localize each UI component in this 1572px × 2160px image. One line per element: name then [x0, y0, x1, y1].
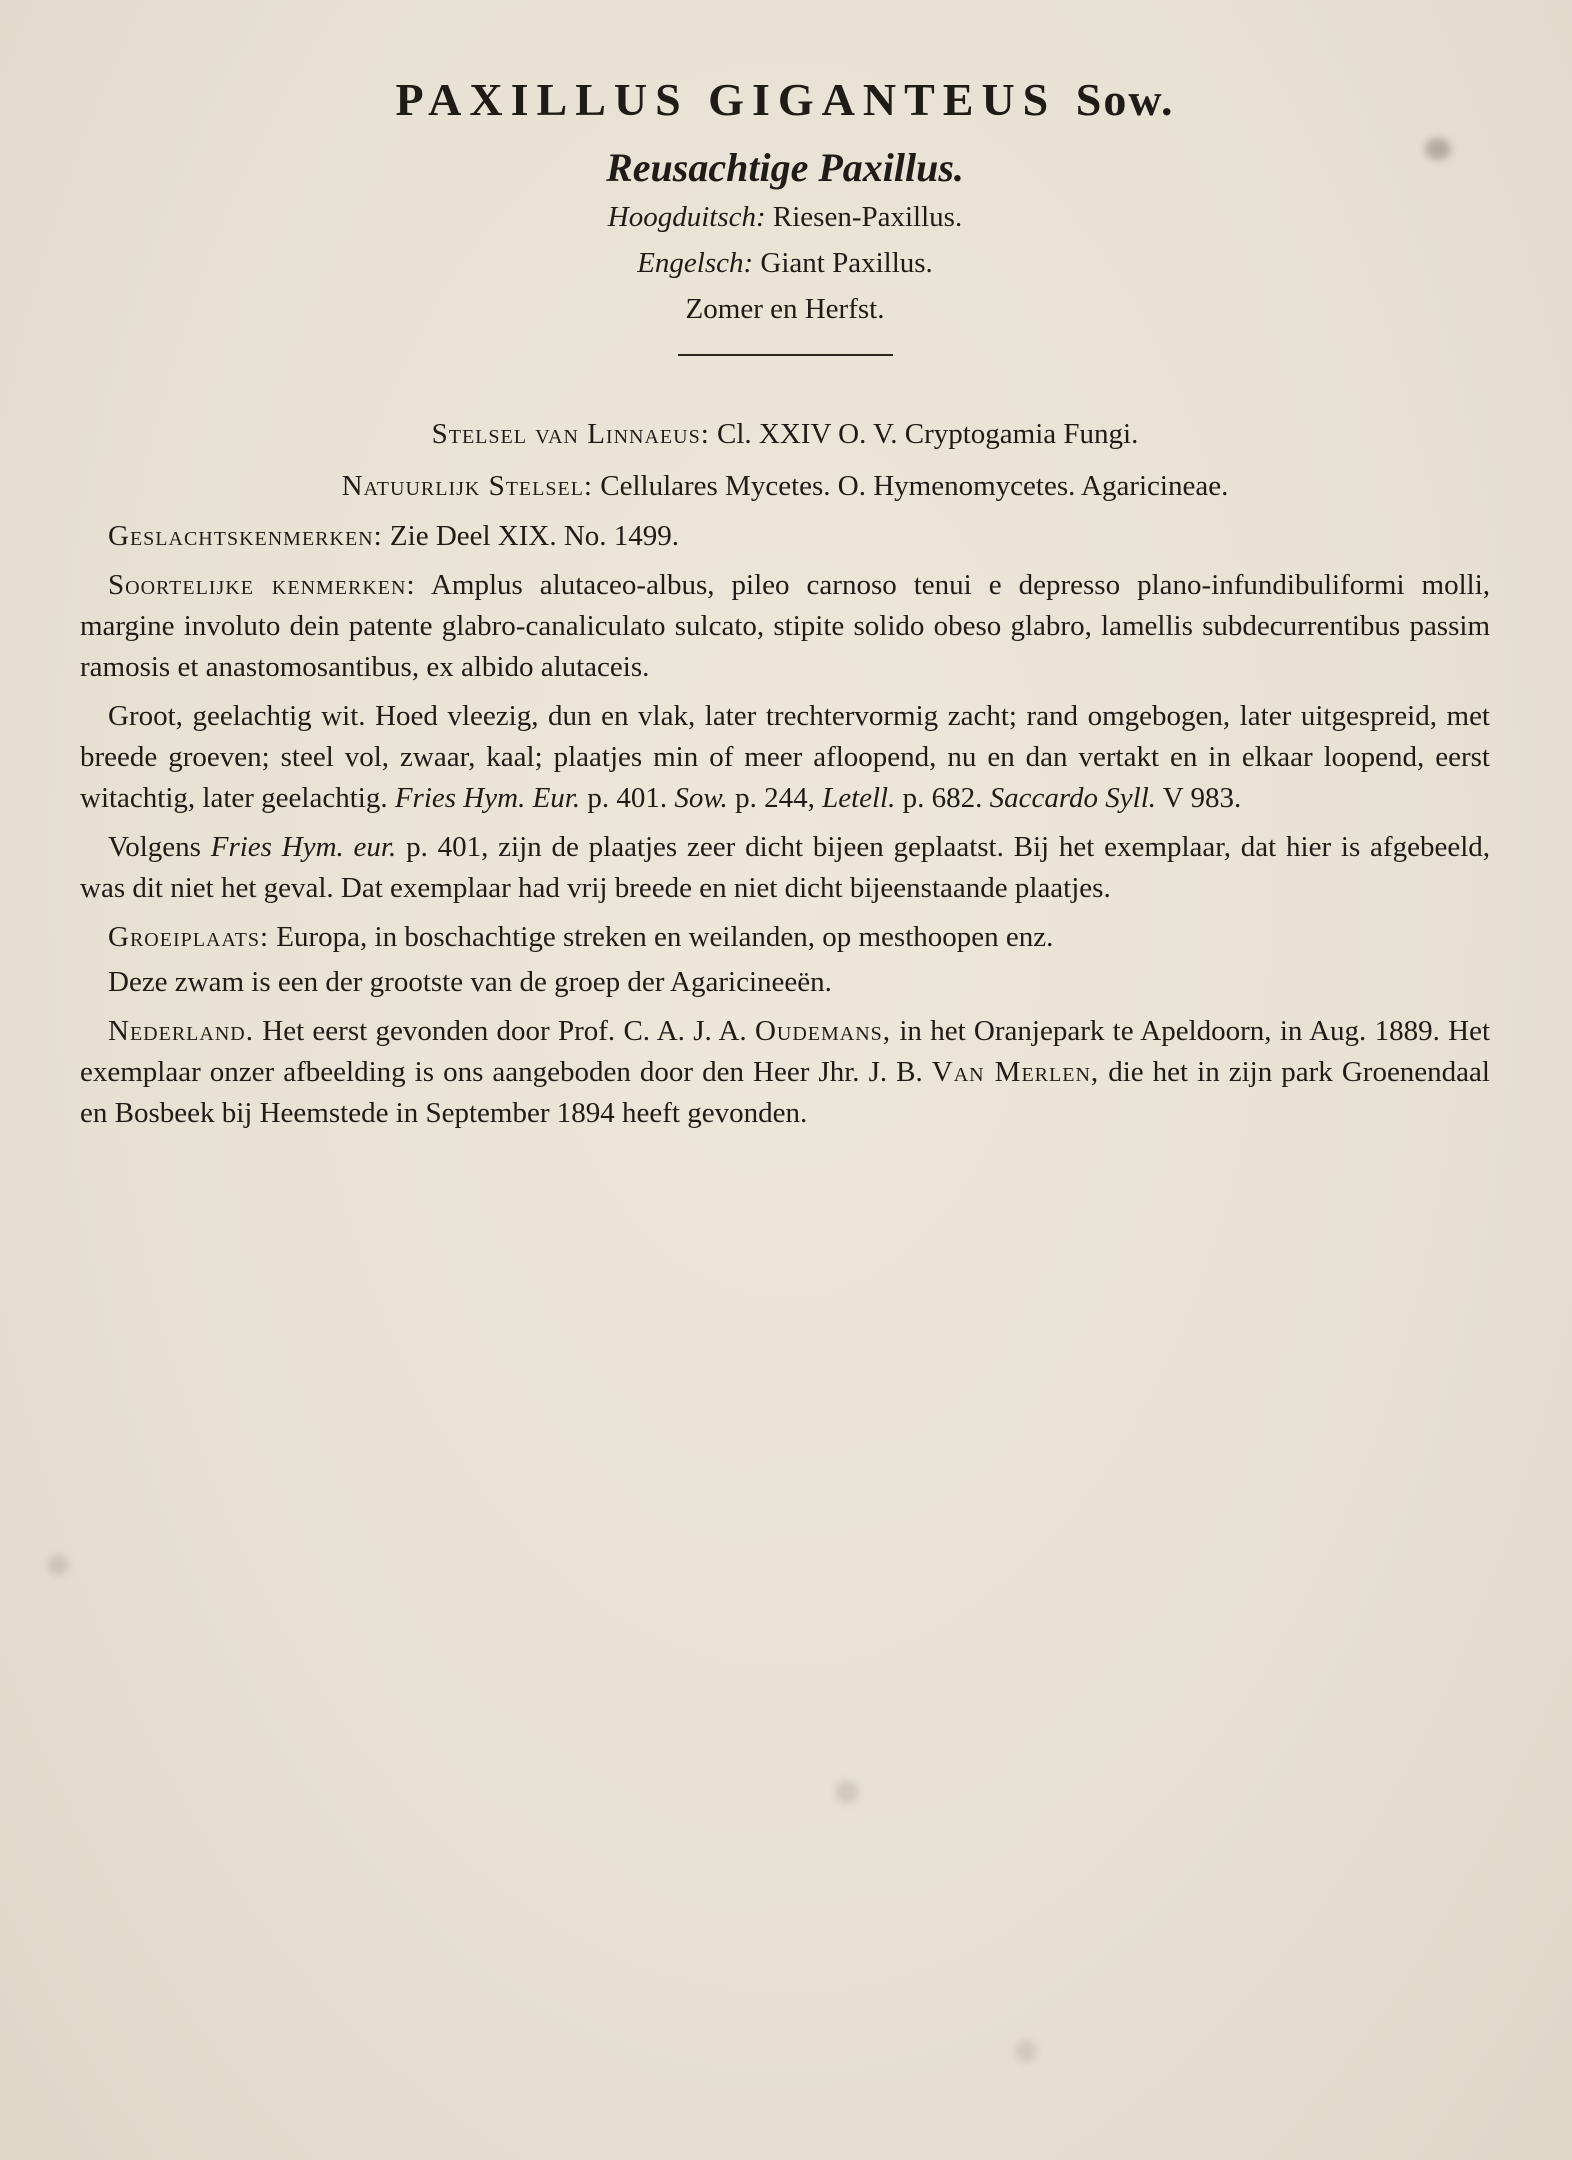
- genus-label: Geslachtskenmerken:: [108, 520, 383, 552]
- reference: Fries Hym. Eur.: [394, 782, 581, 814]
- reference: Letell.: [822, 782, 896, 814]
- reference: Sow.: [674, 782, 728, 814]
- dutch-name: Reusachtige Paxillus.: [606, 145, 964, 190]
- german-name: Riesen-Paxillus.: [772, 201, 963, 233]
- english-name-line: [80, 240, 1490, 286]
- habitat-note: Deze zwam is een der grootste van de groep der Agaricineeën.: [108, 966, 832, 998]
- german-label: Hoogduitsch:: [607, 201, 766, 233]
- habitat-paragraph: [80, 917, 1490, 958]
- natural-system: [80, 460, 1490, 512]
- linnaeus-system: [80, 408, 1490, 460]
- volgens-text: p. 401, zijn de plaatjes zeer dicht bijeen geplaatst. Bij het exemplaar, dat hier is afgebeeld, was dit niet het geval. Dat exemplaar had vrij breede en niet dicht bijeenstaande plaatjes.: [80, 831, 1491, 904]
- netherlands-text: in het Oranjepark te Apeldoorn, in Aug. 1889. Het exemplaar onzer afbeelding is ons aangeboden door den Heer Jhr. J. B.: [80, 1015, 1490, 1088]
- divider-rule: [678, 354, 893, 356]
- title-name: PAXILLUS GIGANTEUS: [395, 74, 1057, 125]
- person-name: Oudemans,: [754, 1015, 892, 1047]
- season: Zomer en Herfst.: [685, 293, 885, 325]
- volgens-text: Volgens: [108, 831, 201, 863]
- reference: Fries Hym. eur.: [210, 831, 397, 863]
- habitat-label: Groeiplaats:: [108, 921, 270, 953]
- reference-page: p. 682.: [902, 782, 983, 814]
- natural-label: Natuurlijk Stelsel:: [341, 470, 593, 502]
- document-content: [80, 70, 1490, 1142]
- netherlands-paragraph: [80, 1011, 1490, 1134]
- paper-spot: [1015, 2040, 1037, 2062]
- reference-page: V 983.: [1162, 782, 1242, 814]
- genus-value: Zie Deel XIX. No. 1499.: [389, 520, 680, 552]
- netherlands-text: die het in zijn park Groenendaal en Bosbeek bij Heemstede in September 1894 heeft gevonden.: [80, 1056, 1490, 1129]
- genus-paragraph: [80, 516, 1490, 557]
- reference-page: p. 401.: [587, 782, 668, 814]
- description-paragraph: [80, 696, 1490, 819]
- description-text: Groot, geelachtig wit. Hoed vleezig, dun en vlak, later trechtervormig zacht; rand omgebogen, later uitgespreid, met breede groeven; steel vol, zwaar, kaal; plaatjes min of meer afloopend, nu en dan vertakt en in elkaar loopend, eerst witachtig, later geelachtig.: [80, 700, 1490, 814]
- linnaeus-label: Stelsel van Linnaeus:: [431, 418, 710, 450]
- paper-spot: [835, 1780, 859, 1804]
- netherlands-text: Het eerst gevonden door Prof. C. A. J. A.: [262, 1015, 747, 1047]
- netherlands-label: Nederland.: [108, 1015, 254, 1047]
- volgens-paragraph: [80, 827, 1490, 909]
- english-name: Giant Paxillus.: [760, 247, 933, 279]
- species-value: Amplus alutaceo-albus, pileo carnoso tenui e depresso plano-infundibuliformi molli, margine involuto dein patente glabro-canaliculato sulcato, stipite solido obeso glabro, lamellis subdecurrentibus passim ramosis et anastomosantibus, ex albido alutaceis.: [80, 569, 1490, 683]
- linnaeus-value: Cl. XXIV O. V. Cryptogamia Fungi.: [717, 418, 1139, 450]
- species-title: [80, 70, 1490, 130]
- reference: Saccardo Syll.: [989, 782, 1157, 814]
- species-label: Soortelijke kenmerken:: [108, 569, 416, 601]
- person-name: Van Merlen,: [931, 1056, 1100, 1088]
- species-paragraph: [80, 565, 1490, 688]
- german-name-line: [80, 194, 1490, 240]
- paper-spot: [48, 1555, 68, 1575]
- reference-page: p. 244,: [735, 782, 815, 814]
- english-label: Engelsch:: [637, 247, 754, 279]
- natural-value: Cellulares Mycetes. O. Hymenomycetes. Agaricineae.: [600, 470, 1229, 502]
- title-author: Sow.: [1075, 74, 1175, 125]
- habitat-value: Europa, in boschachtige streken en weilanden, op mesthoopen enz.: [276, 921, 1054, 953]
